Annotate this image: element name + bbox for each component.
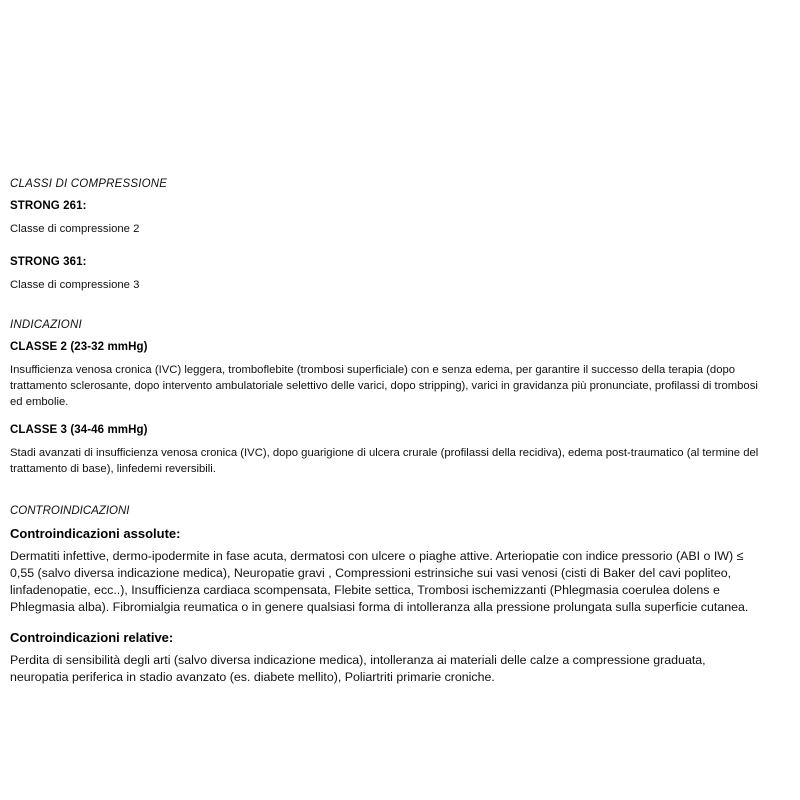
item-text-strong-361: Classe di compressione 3 [10, 279, 140, 292]
item-text-classe-2: Insufficienza venosa cronica (IVC) leggera, tromboflebite (trombosi superficiale) con e senza edema, per garantire il successo della terapia (dopo trattamento sclerosante, dopo intervento ambulatoriale selettivo delle varici, dopo stripping), varici in gravidanza più pronunciate, profilassi di trombosi ed embolie. [10, 364, 758, 409]
heading-controindicazioni-assolute: Controindicazioni assolute: [10, 526, 181, 542]
item-label-strong-261: STRONG 261: [10, 200, 87, 212]
item-text-strong-261: Classe di compressione 2 [10, 223, 140, 235]
section-title-classi-di-compressione: CLASSI DI COMPRESSIONE [10, 178, 168, 190]
heading-controindicazioni-relative: Controindicazioni relative: [10, 629, 174, 645]
item-label-classe-3: CLASSE 3 (34-46 mmHg) [10, 424, 148, 437]
item-label-classe-2: CLASSE 2 (23-32 mmHg) [10, 341, 148, 354]
section-controindicazioni [10, 505, 762, 685]
item-text-classe-3: Stadi avanzati di insufficienza venosa cronica (IVC), dopo guarigione di ulcera crurale (profilassi della recidiva), edema post-traumatico (al termine del trattamento di base), linfedemi reversibili. [10, 447, 759, 476]
section-title-controindicazioni: CONTROINDICAZIONI [10, 505, 130, 518]
section-classi-di-compressione [10, 178, 762, 293]
spacer [10, 302, 762, 319]
text-controindicazioni-relative: Perdita di sensibilità degli arti (salvo diversa indicazione medica), intolleranza ai materiali delle calze a compressione graduata, neuropatia periferica in stadio avanzato (es. diabete mellito), Poliartriti primarie croniche. [10, 652, 706, 684]
section-title-indicazioni: INDICAZIONI [10, 319, 82, 332]
spacer [10, 486, 762, 505]
section-indicazioni [10, 319, 762, 477]
item-label-strong-361: STRONG 361: [10, 256, 87, 269]
text-controindicazioni-assolute: Dermatiti infettive, dermo-ipodermite in fase acuta, dermatosi con ulcere o piaghe attive. Arteriopatie con indice pressorio (ABI o IW) ≤ 0,55 (salvo diversa indicazione medica), Neuropatie gravi , Compressioni estrinsiche sui vasi venosi (cisti di Baker del cavi popliteo, linfadenopatie, ecc..), Insufficienza cardiaca scompensata, Flebite settica, Trombosi ischemizzanti (Phlegmasia coerulea dolens e Phlegmasia alba). Fibromialgia reumatica o in genere qualsiasi forma di intolleranza alla pressione prolungata sulla superficie cutanea. [10, 549, 749, 614]
spacer [10, 246, 762, 256]
